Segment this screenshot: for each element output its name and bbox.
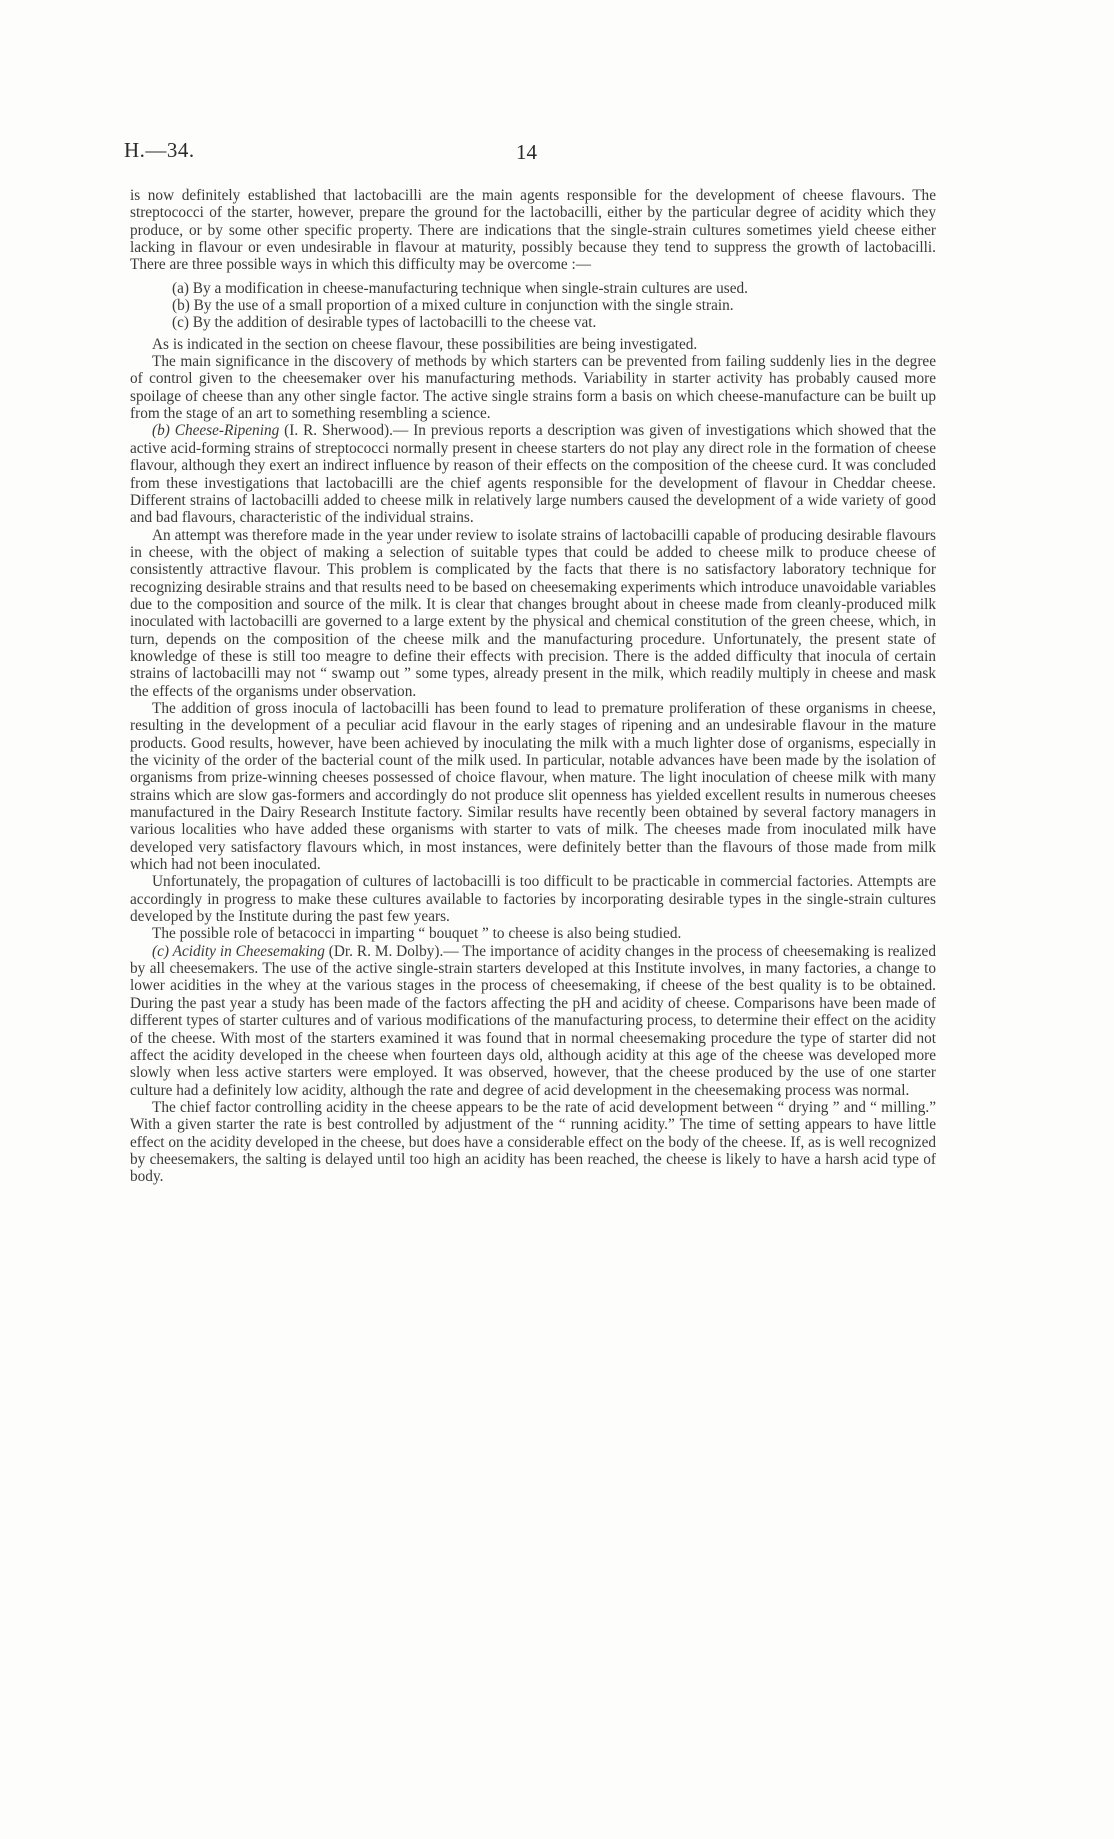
paragraph-chief-factor: The chief factor controlling acidity in the cheese appears to be the rate of acid development between “ drying ” and “ milling.” With a given starter the rate is best controlled by adjustment of the “ running acidity.” The time of setting appears to have little effect on the acidity developed in the cheese, but does have a considerable effect on the body of the cheese. If, as is well recognized by cheesemakers, the salting is delayed until too high an acidity has been reached, the cheese is likely to have a harsh acid type of body. bbox=[130, 1098, 937, 1186]
paragraph-acidity-text: The importance of acidity changes in the process of cheesemaking is realized by all cheesemakers. The use of the active single-strain starters developed at this Institute involves, in many factories, a change to lower acidities in the whey at the various stages in the process of cheesemaking, if cheese of the best quality is to be obtained. During the past year a study has been made of the factors affecting the pH and acidity of cheese. Comparisons have been made of different types of starter cultures and of various modifications of the manufacturing process, to determine their effect on the acidity of the cheese. With most of the starters examined it was found that in normal cheesemaking procedure the type of starter did not affect the acidity developed in the cheese when fourteen days old, although acidity at this age of the cheese was developed more slowly when less active starters were employed. It was observed, however, that the cheese produced by the use of one starter culture had a definitely low acidity, although the rate and degree of acid development in the cheesemaking process was normal. bbox=[130, 942, 936, 1099]
section-heading-acidity: (c) Acidity in Cheesemaking bbox=[152, 942, 325, 960]
section-author-acidity: (Dr. R. M. Dolby).— bbox=[328, 942, 459, 960]
methods-list bbox=[130, 280, 936, 332]
paragraph-attempt: An attempt was therefore made in the year under review to isolate strains of lactobacilli capable of producing desirable flavours in cheese, with the object of making a selection of suitable types that could be added to cheese milk to produce cheese of consistently attractive flavour. This problem is complicated by the facts that there is no satisfactory laboratory technique for recognizing desirable strains and that results need to be based on cheesemaking experiments which introduce unavoidable variables due to the composition and source of the milk. It is clear that changes brought about in cheese made from cleanly-produced milk inoculated with lactobacilli are governed to a large extent by the physical and chemical constitution of the green cheese, which, in turn, depends on the composition of the cheese milk and the manufacturing procedure. Unfortunately, the present state of knowledge of these is still too meagre to define their effects with precision. There is the added difficulty that inocula of certain strains of lactobacilli may not “ swamp out ” some types, already present in the milk, which readily multiply in cheese and mask the effects of the organisms under observation. bbox=[130, 526, 936, 700]
paragraph-unfortunately: Unfortunately, the propagation of cultures of lactobacilli is too difficult to be practicable in commercial factories. Attempts are accordingly in progress to make these cultures available to factories by incorporating desirable types in the single-strain cultures developed by the Institute during the past few years. bbox=[130, 873, 936, 926]
paragraph-intro: is now definitely established that lactobacilli are the main agents responsible for the development of cheese flavours. The streptococci of the starter, however, prepare the ground for the lactobacilli, either by the particular degree of acidity which they produce, or by some other specific property. There are indications that the single-strain cultures sometimes yield cheese either lacking in flavour or even undesirable in flavour at maturity, possibly because they tend to suppress the growth of lactobacilli. There are three possible ways in which this difficulty may be overcome :— bbox=[130, 187, 936, 274]
paragraph-addition: The addition of gross inocula of lactobacilli has been found to lead to premature proliferation of these organisms in cheese, resulting in the development of a peculiar acid flavour in the early stages of ripening and an undesirable flavour in the mature products. Good results, however, have been achieved by inoculating the milk with a much lighter dose of organisms, especially in the vicinity of the order of the bacterial count of the milk used. In particular, notable advances have been made by the isolation of organisms from prize-winning cheeses possessed of choice flavour, when mature. The light inoculation of cheese milk with many strains which are slow gas-formers and accordingly do not produce slit openness has yielded excellent results in numerous cheeses manufactured in the Dairy Research Institute factory. Similar results have recently been obtained by several factory managers in various localities who have added these organisms with starter to vats of milk. The cheeses made from inoculated milk have developed very satisfactory flavours which, in most instances, were definitely better than the flavours of those made from milk which had not been inoculated. bbox=[130, 699, 936, 874]
list-item: (c) By the addition of desirable types of lactobacilli to the cheese vat. bbox=[172, 314, 597, 332]
paragraph-acidity bbox=[130, 943, 936, 1099]
paragraph-ripening bbox=[130, 422, 936, 526]
paragraph-betacocci: The possible role of betacocci in imparting “ bouquet ” to cheese is also being studied. bbox=[152, 925, 682, 943]
document-reference: H.—34. bbox=[124, 138, 195, 162]
document-body bbox=[130, 187, 936, 1186]
section-heading-ripening: (b) Cheese-Ripening bbox=[152, 422, 280, 440]
section-author-ripening: (I. R. Sherwood).— bbox=[284, 422, 409, 440]
paragraph-ripening-text: In previous reports a description was given of investigations which showed that the active acid-forming strains of streptococci normally present in cheese starters do not play any direct role in the formation of cheese flavour, although they exert an indirect influence by reason of their effects on the composition of the cheese curd. It was concluded from these investigations that lactobacilli are the chief agents responsible for the development of flavour in Cheddar cheese. Different strains of lactobacilli added to cheese milk in relatively large numbers caused the development of a wide variety of good and bad flavours, characteristic of the individual strains. bbox=[130, 422, 937, 527]
paragraph-significance: The main significance in the discovery of methods by which starters can be prevented from failing suddenly lies in the degree of control given to the cheesemaker over his manufacturing methods. Variability in starter activity has probably caused more spoilage of cheese than any other single factor. The active single strains form a basis on which cheese-manufacture can be built up from the stage of an art to something resembling a science. bbox=[130, 353, 936, 423]
paragraph-flavour: As is indicated in the section on cheese flavour, these possibilities are being investigated. bbox=[152, 335, 698, 353]
list-item: (b) By the use of a small proportion of a mixed culture in conjunction with the single strain. bbox=[172, 297, 734, 315]
list-item: (a) By a modification in cheese-manufacturing technique when single-strain cultures are used. bbox=[172, 279, 748, 297]
page-number: 14 bbox=[516, 140, 537, 164]
